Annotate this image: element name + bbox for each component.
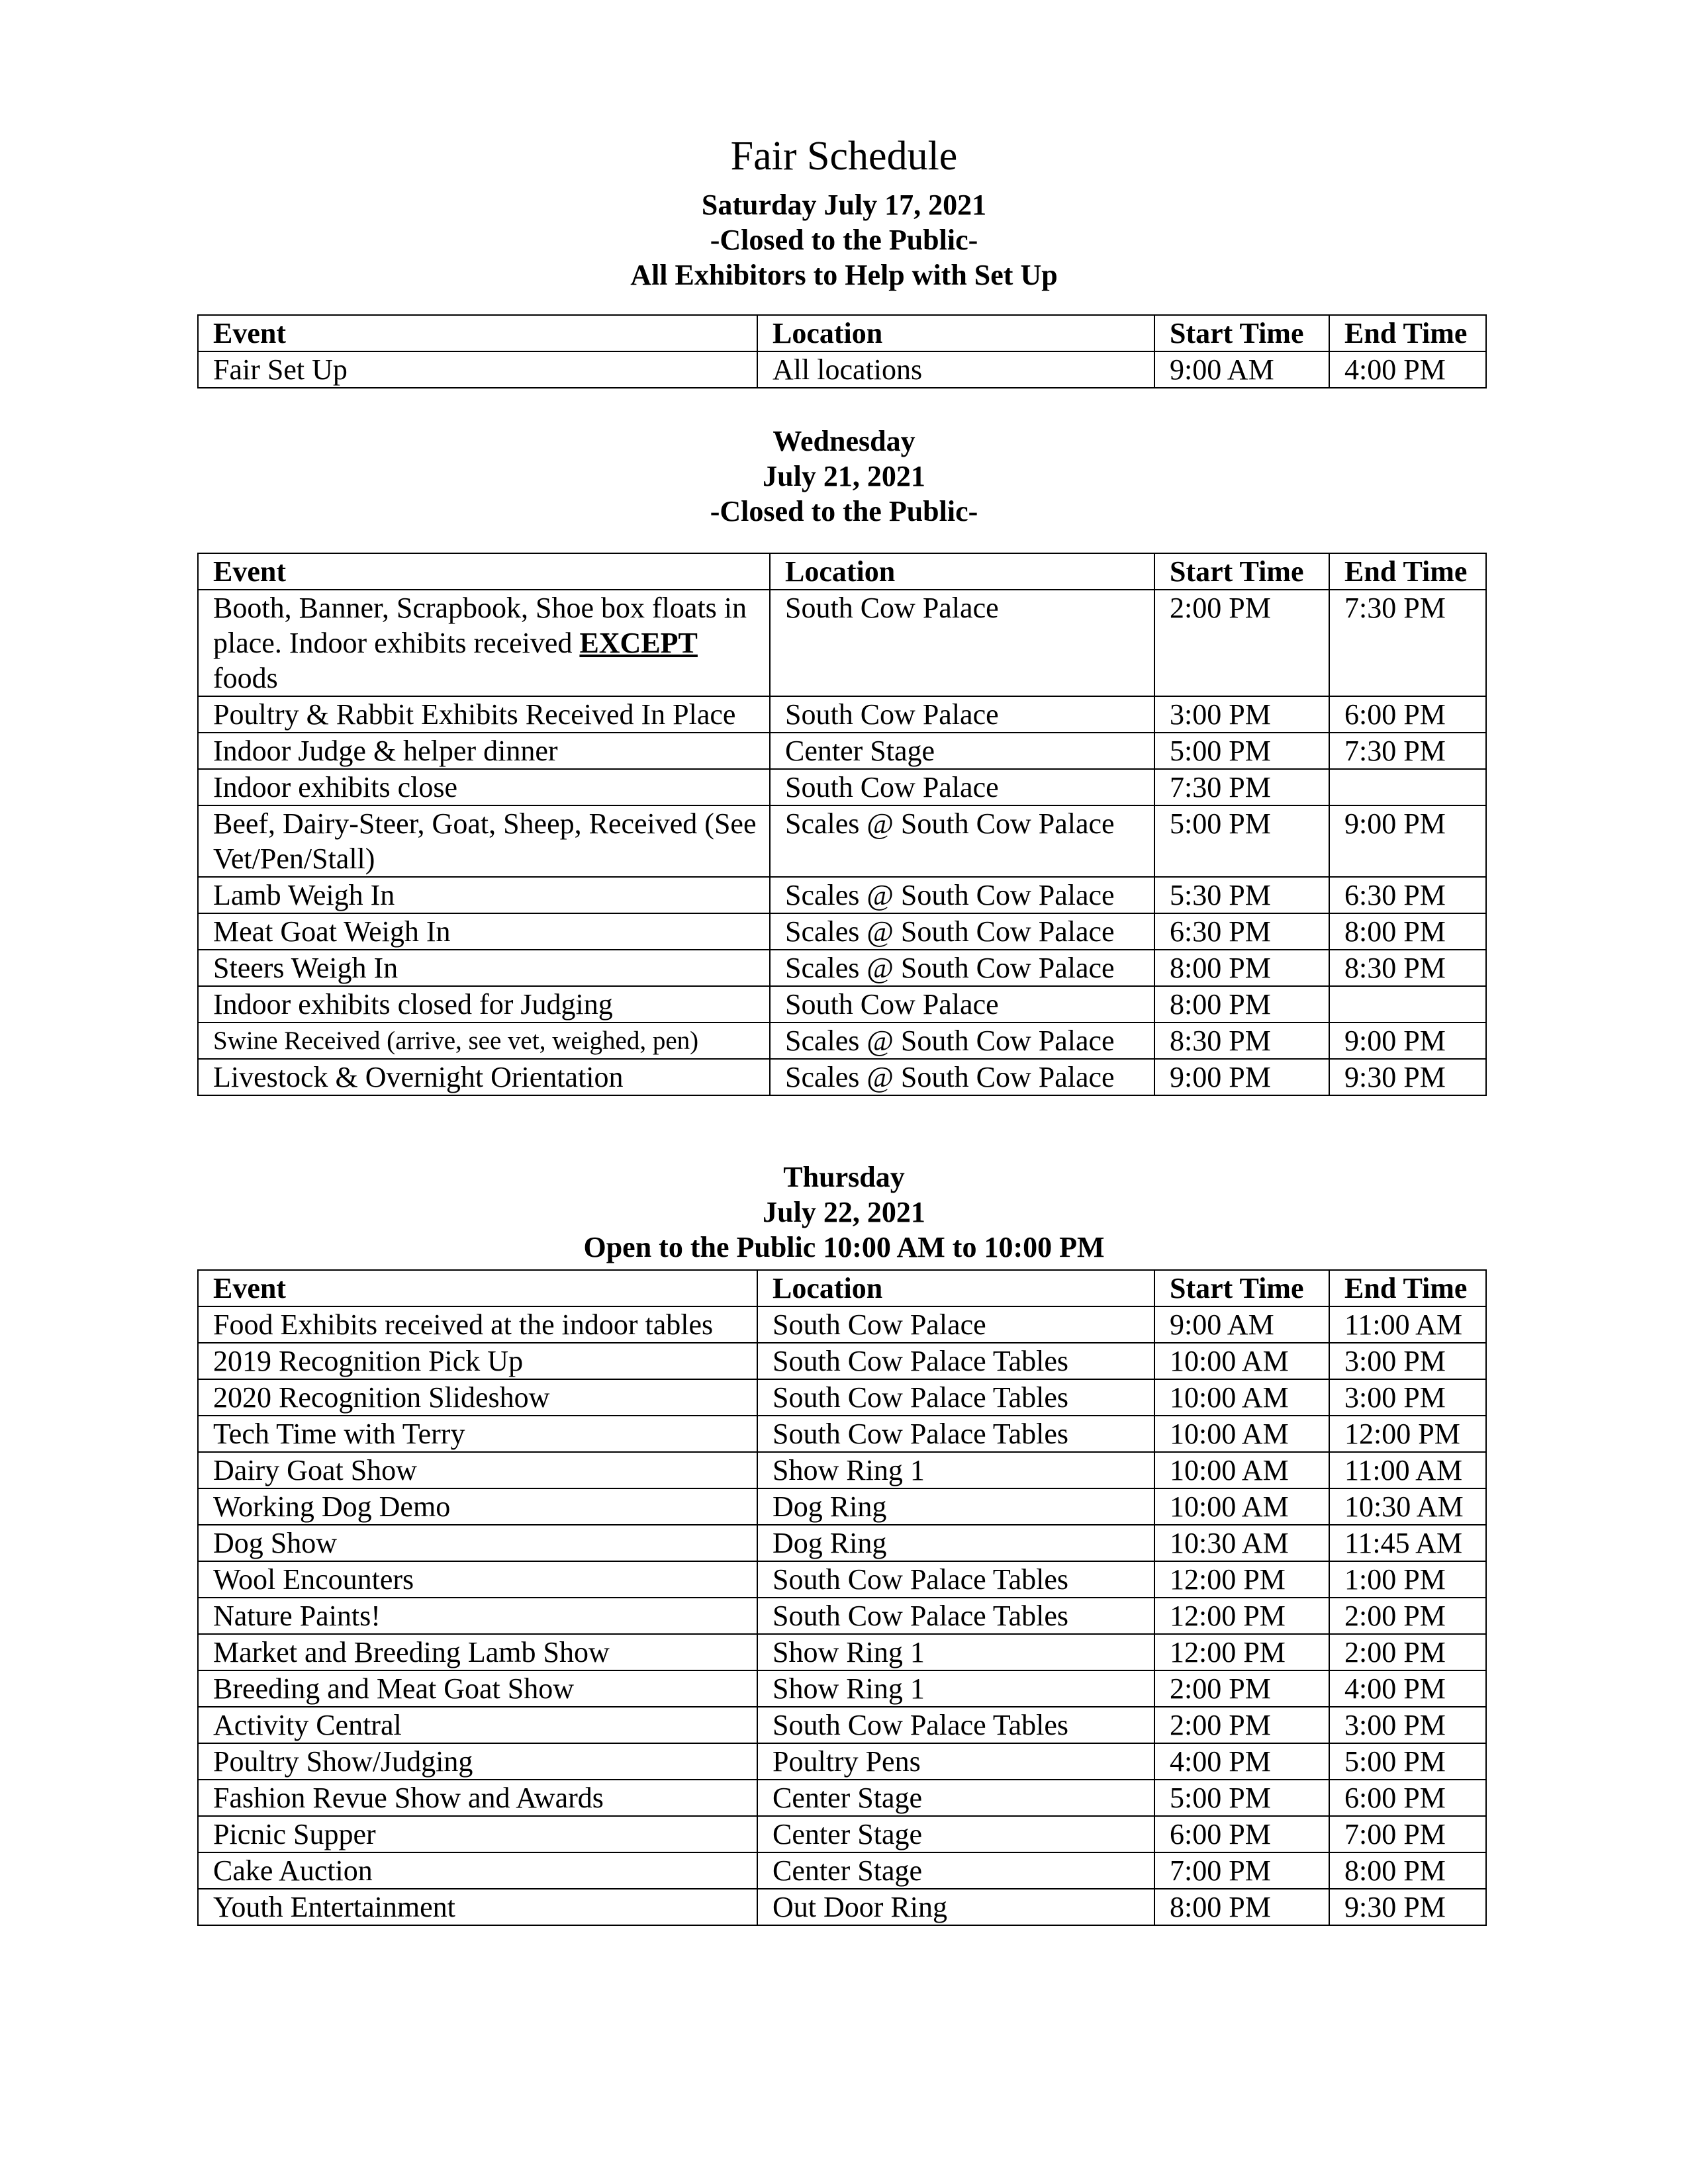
table-row [198,1780,1486,1816]
end-time-cell: 8:30 PM [1329,950,1486,986]
end-time-cell: 4:00 PM [1329,351,1486,388]
end-time-cell: 3:00 PM [1329,1707,1486,1743]
start-time-cell: 5:00 PM [1154,1780,1329,1816]
wednesday-status: -Closed to the Public- [710,495,978,527]
saturday-schedule-table [197,314,1487,388]
event-cell: Steers Weigh In [198,950,770,986]
end-time-cell: 2:00 PM [1329,1634,1486,1670]
event-cell: Dairy Goat Show [198,1452,757,1488]
thursday-schedule-table [197,1269,1487,1926]
location-cell: Out Door Ring [757,1889,1154,1925]
location-cell: Show Ring 1 [757,1670,1154,1707]
table-row [198,1889,1486,1925]
end-time-cell: 12:00 PM [1329,1416,1486,1452]
end-time-cell: 9:30 PM [1329,1889,1486,1925]
event-cell: Breeding and Meat Goat Show [198,1670,757,1707]
end-time-cell: 4:00 PM [1329,1670,1486,1707]
end-time-cell: 1:00 PM [1329,1561,1486,1598]
column-header-end-time: End Time [1329,553,1486,590]
event-cell: 2020 Recognition Slideshow [198,1379,757,1416]
event-cell [198,590,770,696]
column-header-event: Event [198,553,770,590]
start-time-cell: 8:00 PM [1154,950,1329,986]
location-cell: Dog Ring [757,1488,1154,1525]
table-row [198,1416,1486,1452]
start-time-cell: 2:00 PM [1154,590,1329,696]
table-row [198,950,1486,986]
thursday-day: Thursday [783,1161,905,1193]
start-time-cell: 10:00 AM [1154,1488,1329,1525]
location-cell: South Cow Palace [757,1306,1154,1343]
start-time-cell: 2:00 PM [1154,1707,1329,1743]
event-cell: Fashion Revue Show and Awards [198,1780,757,1816]
start-time-cell: 8:00 PM [1154,986,1329,1023]
event-cell: Livestock & Overnight Orientation [198,1059,770,1095]
start-time-cell: 3:00 PM [1154,696,1329,733]
end-time-cell: 6:00 PM [1329,1780,1486,1816]
start-time-cell: 7:30 PM [1154,769,1329,805]
end-time-cell: 7:30 PM [1329,590,1486,696]
start-time-cell: 10:00 AM [1154,1416,1329,1452]
event-cell: Nature Paints! [198,1598,757,1634]
location-cell: Show Ring 1 [757,1452,1154,1488]
start-time-cell: 5:00 PM [1154,733,1329,769]
table-row [198,1452,1486,1488]
end-time-cell: 9:00 PM [1329,805,1486,877]
table-row [198,351,1486,388]
end-time-cell: 5:00 PM [1329,1743,1486,1780]
wednesday-heading [0,424,1688,529]
table-row [198,1561,1486,1598]
event-cell: Tech Time with Terry [198,1416,757,1452]
start-time-cell: 12:00 PM [1154,1598,1329,1634]
location-cell: South Cow Palace [770,696,1154,733]
table-row [198,1343,1486,1379]
location-cell: Scales @ South Cow Palace [770,1023,1154,1059]
end-time-cell: 11:00 AM [1329,1306,1486,1343]
event-cell: Food Exhibits received at the indoor tables [198,1306,757,1343]
wednesday-date: July 21, 2021 [763,460,925,492]
event-cell: Dog Show [198,1525,757,1561]
location-cell: Center Stage [757,1852,1154,1889]
event-cell: Picnic Supper [198,1816,757,1852]
location-cell: South Cow Palace Tables [757,1343,1154,1379]
event-text: foods [213,662,278,694]
event-cell: Activity Central [198,1707,757,1743]
saturday-note: All Exhibitors to Help with Set Up [630,259,1058,291]
table-row [198,769,1486,805]
table-row [198,913,1486,950]
end-time-cell: 11:45 AM [1329,1525,1486,1561]
event-cell: Lamb Weigh In [198,877,770,913]
event-cell: Swine Received (arrive, see vet, weighed, pen) [198,1023,770,1059]
table-row [198,1379,1486,1416]
start-time-cell: 8:30 PM [1154,1023,1329,1059]
event-cell: 2019 Recognition Pick Up [198,1343,757,1379]
location-cell: Scales @ South Cow Palace [770,805,1154,877]
table-row [198,696,1486,733]
event-cell: Indoor exhibits close [198,769,770,805]
thursday-heading [0,1160,1688,1265]
location-cell: South Cow Palace Tables [757,1416,1154,1452]
start-time-cell: 8:00 PM [1154,1889,1329,1925]
event-cell: Market and Breeding Lamb Show [198,1634,757,1670]
event-cell: Youth Entertainment [198,1889,757,1925]
end-time-cell: 7:30 PM [1329,733,1486,769]
start-time-cell: 6:00 PM [1154,1816,1329,1852]
location-cell: All locations [757,351,1154,388]
column-header-event: Event [198,315,757,351]
saturday-status: -Closed to the Public- [710,224,978,256]
end-time-cell [1329,769,1486,805]
table-row [198,1525,1486,1561]
event-cell: Indoor exhibits closed for Judging [198,986,770,1023]
event-cell: Working Dog Demo [198,1488,757,1525]
end-time-cell: 7:00 PM [1329,1816,1486,1852]
start-time-cell: 9:00 AM [1154,1306,1329,1343]
event-cell: Poultry & Rabbit Exhibits Received In Place [198,696,770,733]
table-row [198,1634,1486,1670]
table-row [198,877,1486,913]
start-time-cell: 9:00 AM [1154,351,1329,388]
column-header-end-time: End Time [1329,315,1486,351]
end-time-cell: 11:00 AM [1329,1452,1486,1488]
column-header-start-time: Start Time [1154,315,1329,351]
start-time-cell: 5:00 PM [1154,805,1329,877]
table-row [198,986,1486,1023]
wednesday-day: Wednesday [773,425,915,457]
table-row [198,1670,1486,1707]
location-cell: Center Stage [757,1816,1154,1852]
location-cell: Scales @ South Cow Palace [770,913,1154,950]
start-time-cell: 10:00 AM [1154,1343,1329,1379]
thursday-status: Open to the Public 10:00 AM to 10:00 PM [583,1231,1105,1263]
event-text: Booth, Banner, Scrapbook, Shoe box floats in place. Indoor exhibits received [213,592,747,659]
location-cell: Center Stage [770,733,1154,769]
page-title: Fair Schedule [730,134,958,179]
location-cell: Scales @ South Cow Palace [770,950,1154,986]
thursday-date: July 22, 2021 [763,1196,925,1228]
wednesday-schedule-table [197,553,1487,1096]
start-time-cell: 12:00 PM [1154,1561,1329,1598]
event-cell: Fair Set Up [198,351,757,388]
column-header-end-time: End Time [1329,1270,1486,1306]
start-time-cell: 5:30 PM [1154,877,1329,913]
location-cell: Dog Ring [757,1525,1154,1561]
end-time-cell: 8:00 PM [1329,913,1486,950]
saturday-date: Saturday July 17, 2021 [701,189,987,221]
location-cell: South Cow Palace [770,590,1154,696]
end-time-cell [1329,986,1486,1023]
table-row [198,1598,1486,1634]
column-header-location: Location [757,315,1154,351]
event-cell: Wool Encounters [198,1561,757,1598]
event-cell: Beef, Dairy-Steer, Goat, Sheep, Received (See Vet/Pen/Stall) [198,805,770,877]
event-cell: Cake Auction [198,1852,757,1889]
location-cell: Poultry Pens [757,1743,1154,1780]
column-header-location: Location [770,553,1154,590]
column-header-start-time: Start Time [1154,1270,1329,1306]
end-time-cell: 9:30 PM [1329,1059,1486,1095]
event-cell: Meat Goat Weigh In [198,913,770,950]
table-header-row [198,315,1486,351]
except-emphasis: EXCEPT [579,627,698,659]
saturday-heading [0,187,1688,293]
location-cell: Show Ring 1 [757,1634,1154,1670]
event-cell: Indoor Judge & helper dinner [198,733,770,769]
location-cell: South Cow Palace Tables [757,1379,1154,1416]
column-header-location: Location [757,1270,1154,1306]
table-header-row [198,553,1486,590]
end-time-cell: 3:00 PM [1329,1379,1486,1416]
start-time-cell: 10:00 AM [1154,1452,1329,1488]
location-cell: South Cow Palace Tables [757,1598,1154,1634]
start-time-cell: 4:00 PM [1154,1743,1329,1780]
column-header-start-time: Start Time [1154,553,1329,590]
location-cell: South Cow Palace [770,986,1154,1023]
table-row [198,1023,1486,1059]
table-row [198,805,1486,877]
table-row [198,1306,1486,1343]
start-time-cell: 12:00 PM [1154,1634,1329,1670]
start-time-cell: 9:00 PM [1154,1059,1329,1095]
table-row [198,733,1486,769]
end-time-cell: 6:00 PM [1329,696,1486,733]
location-cell: South Cow Palace Tables [757,1707,1154,1743]
location-cell: Scales @ South Cow Palace [770,877,1154,913]
table-row [198,1707,1486,1743]
table-row [198,590,1486,696]
end-time-cell: 10:30 AM [1329,1488,1486,1525]
location-cell: South Cow Palace [770,769,1154,805]
start-time-cell: 7:00 PM [1154,1852,1329,1889]
location-cell: Center Stage [757,1780,1154,1816]
location-cell: South Cow Palace Tables [757,1561,1154,1598]
start-time-cell: 10:00 AM [1154,1379,1329,1416]
column-header-event: Event [198,1270,757,1306]
start-time-cell: 6:30 PM [1154,913,1329,950]
end-time-cell: 8:00 PM [1329,1852,1486,1889]
location-cell: Scales @ South Cow Palace [770,1059,1154,1095]
end-time-cell: 6:30 PM [1329,877,1486,913]
start-time-cell: 10:30 AM [1154,1525,1329,1561]
event-cell: Poultry Show/Judging [198,1743,757,1780]
end-time-cell: 3:00 PM [1329,1343,1486,1379]
table-row [198,1059,1486,1095]
end-time-cell: 9:00 PM [1329,1023,1486,1059]
table-row [198,1816,1486,1852]
end-time-cell: 2:00 PM [1329,1598,1486,1634]
start-time-cell: 2:00 PM [1154,1670,1329,1707]
table-row [198,1743,1486,1780]
table-row [198,1852,1486,1889]
table-header-row [198,1270,1486,1306]
table-row [198,1488,1486,1525]
